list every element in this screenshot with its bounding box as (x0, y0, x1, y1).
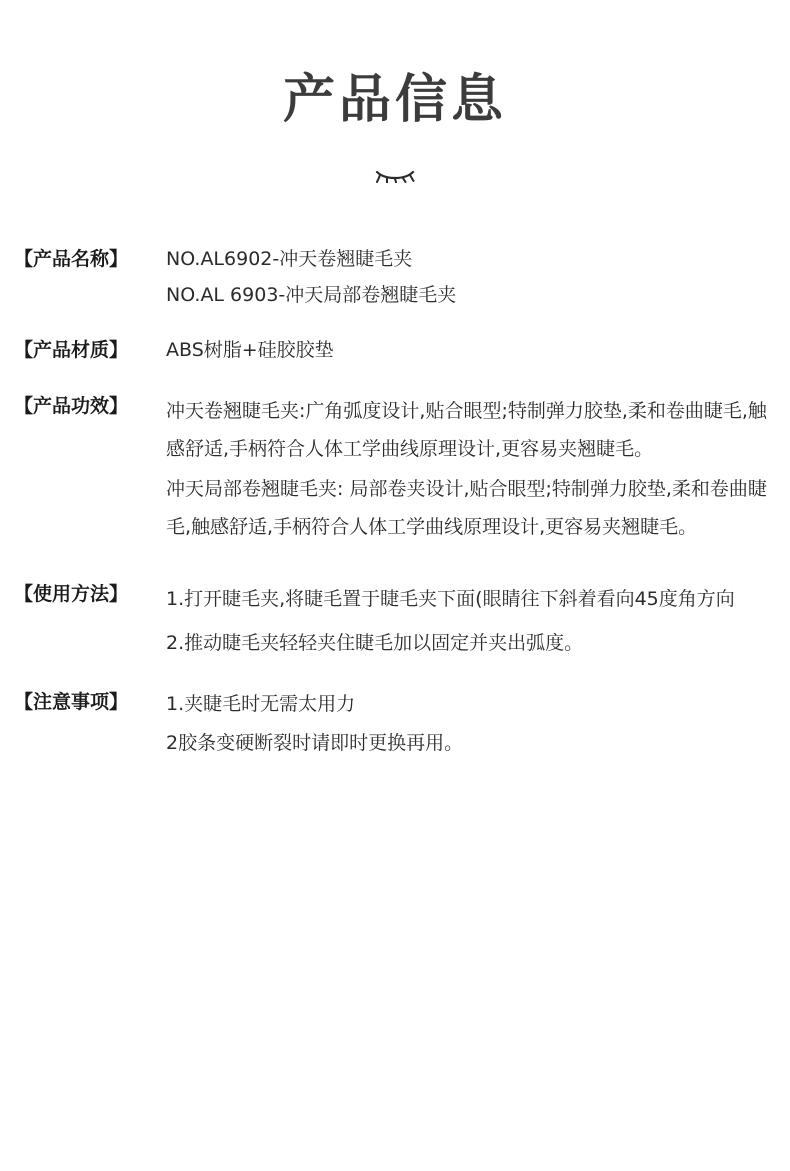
product-name-line-1: NO.AL6902-冲天卷翘睫毛夹 (166, 248, 413, 271)
page-title: 产品信息 (282, 70, 507, 130)
table-row (14, 580, 772, 662)
product-effect-paragraph-1: 冲天卷翘睫毛夹:广角弧度设计,贴合眼型;特制弹力胶垫,柔和卷曲睫毛,触感舒适,手柄符合人体工学曲线原理设计,更容易夹翘睫毛。 (166, 399, 767, 460)
product-material-line-1: ABS树脂+硅胶胶垫 (166, 339, 334, 362)
product-usage-paragraph-1: 1.打开睫毛夹,将睫毛置于睫毛夹下面(眼睛往下斜着看向45度角方向 (166, 587, 735, 610)
product-note-paragraph-2: 2胶条变硬断裂时请即时更换再用。 (166, 731, 464, 754)
spec-label-note: 【注意事项】 (14, 690, 129, 713)
table-row (14, 392, 772, 546)
spec-value-effect (166, 392, 772, 546)
table-row (14, 245, 772, 310)
product-name-line-2: NO.AL 6903-冲天局部卷翘睫毛夹 (166, 283, 457, 306)
spec-label-name: 【产品名称】 (14, 248, 129, 271)
spec-value-name (166, 245, 772, 310)
eyelash-icon (365, 163, 425, 185)
product-info-page (0, 72, 790, 1171)
spec-label-effect: 【产品功效】 (14, 394, 129, 417)
spec-label-material: 【产品材质】 (14, 339, 129, 362)
spec-label-usage: 【使用方法】 (14, 582, 129, 605)
product-note-paragraph-1: 1.夹睫毛时无需太用力 (166, 692, 356, 715)
spec-value-note (166, 688, 772, 761)
table-row (14, 688, 772, 761)
spec-table (0, 245, 790, 760)
spec-value-usage (166, 580, 772, 662)
table-row (14, 336, 772, 365)
spec-value-material (166, 336, 772, 365)
product-usage-paragraph-2: 2.推动睫毛夹轻轻夹住睫毛加以固定并夹出弧度。 (166, 631, 584, 654)
product-effect-paragraph-2: 冲天局部卷翘睫毛夹: 局部卷夹设计,贴合眼型;特制弹力胶垫,柔和卷曲睫毛,触感舒适,手柄符合人体工学曲线原理设计,更容易夹翘睫毛。 (166, 477, 767, 538)
